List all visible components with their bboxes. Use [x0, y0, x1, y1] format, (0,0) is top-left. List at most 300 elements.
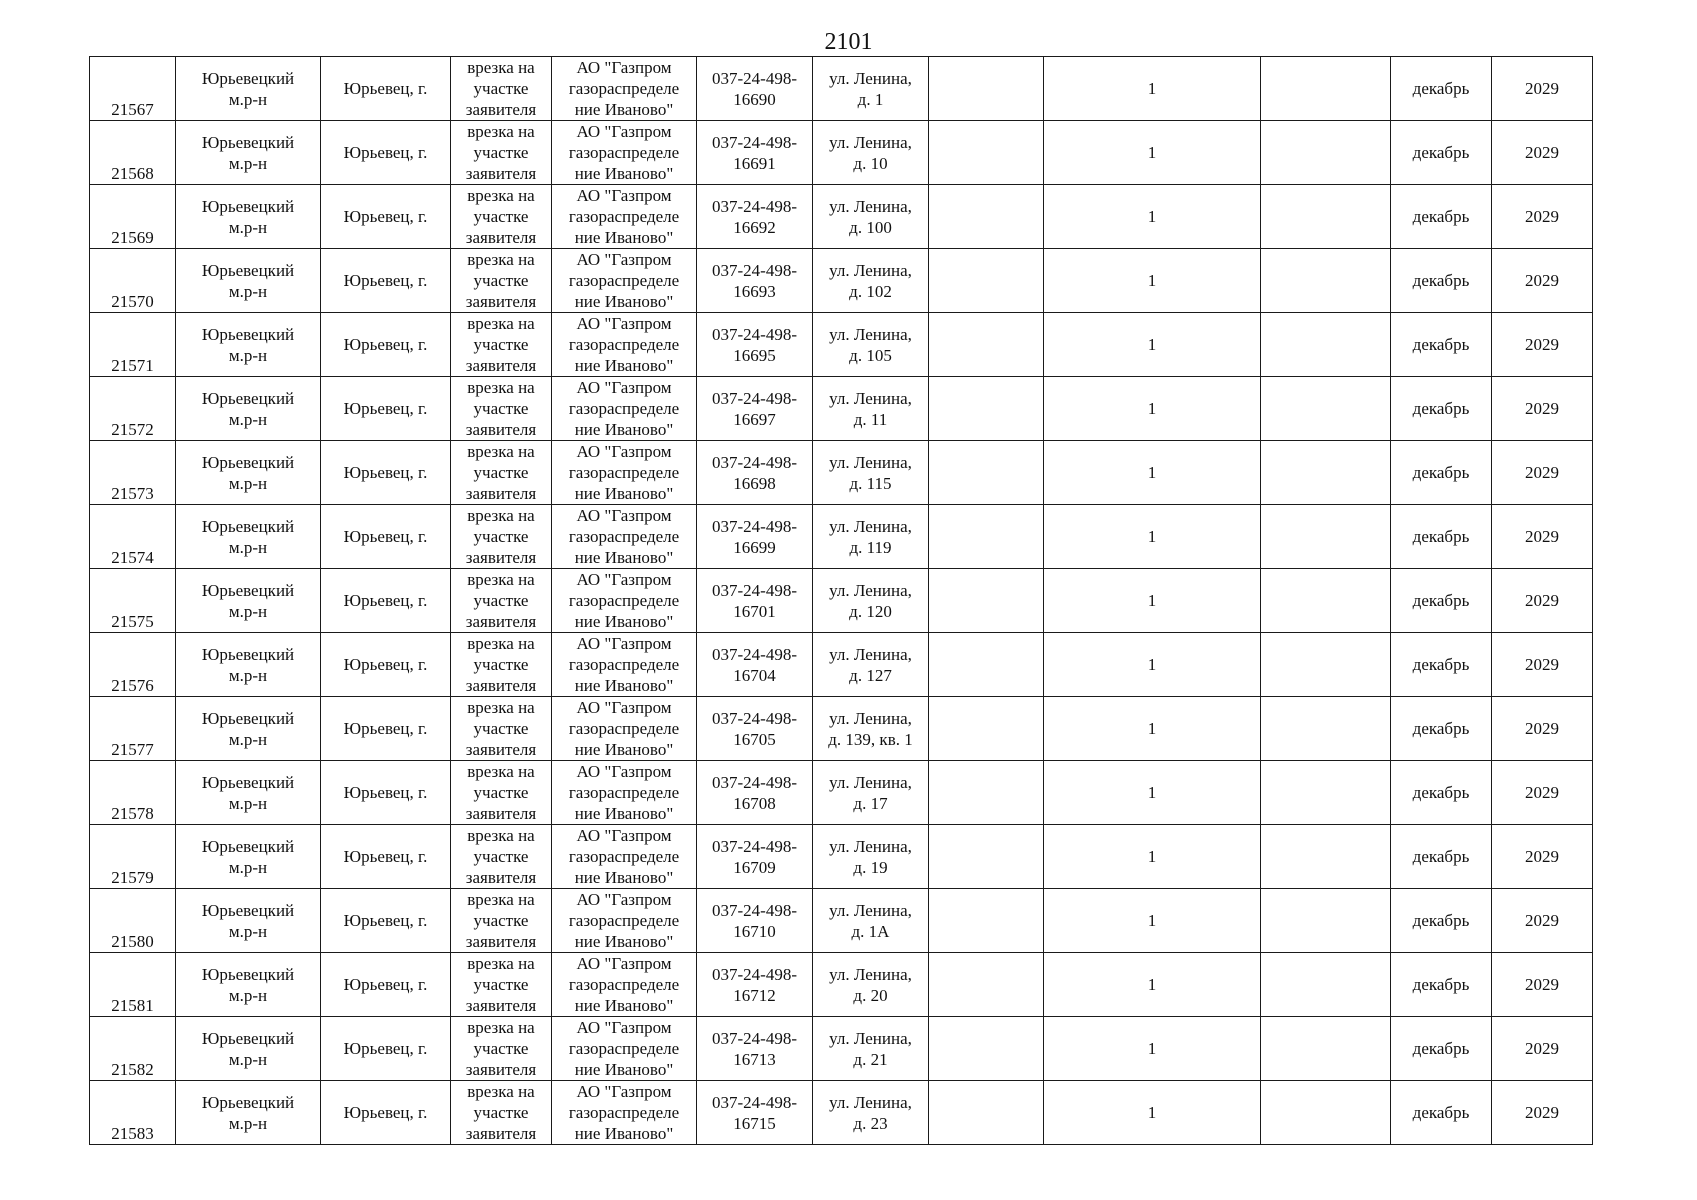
object-code-line: 16712 — [733, 985, 776, 1005]
month-cell — [1391, 441, 1492, 505]
year-text: 2029 — [1525, 335, 1559, 354]
month-text: декабрь — [1412, 719, 1470, 738]
address-line: д. 17 — [853, 793, 888, 813]
district-cell — [176, 825, 321, 889]
blank-cell — [1261, 441, 1391, 505]
year-cell — [1492, 889, 1593, 953]
settlement-text: Юрьевец, г. — [343, 527, 428, 546]
address-line: д. 102 — [849, 281, 892, 301]
organization-line: ние Иваново" — [574, 932, 674, 951]
connection-type-cell — [451, 569, 552, 633]
organization-cell — [552, 313, 697, 377]
district-cell — [176, 569, 321, 633]
object-code-cell — [697, 761, 813, 825]
address-line: ул. Ленина, — [829, 900, 912, 920]
year-cell — [1492, 1081, 1593, 1145]
month-cell — [1391, 569, 1492, 633]
connection-type-line: заявителя — [465, 356, 537, 375]
object-code-line: 037-24-498- — [712, 196, 797, 216]
district-line: м.р-н — [228, 793, 268, 813]
month-text: декабрь — [1412, 655, 1470, 674]
row-number-cell — [90, 697, 176, 761]
year-cell — [1492, 825, 1593, 889]
connection-type-line: заявителя — [465, 164, 537, 183]
connection-type-line: участке — [473, 847, 529, 866]
organization-line: АО "Газпром — [576, 506, 672, 525]
object-code-line: 037-24-498- — [712, 68, 797, 88]
month-cell — [1391, 1017, 1492, 1081]
object-code-cell — [697, 505, 813, 569]
year-cell — [1492, 249, 1593, 313]
organization-line: АО "Газпром — [576, 250, 672, 269]
organization-line: АО "Газпром — [576, 1082, 672, 1101]
connection-type-line: участке — [473, 335, 529, 354]
organization-line: ние Иваново" — [574, 740, 674, 759]
object-code-line: 16698 — [733, 473, 776, 493]
connection-type-line: врезка на — [467, 186, 535, 205]
address-line: д. 127 — [849, 665, 892, 685]
object-code-line: 037-24-498- — [712, 452, 797, 472]
row-number-text: 21580 — [111, 932, 154, 951]
row-number-cell — [90, 505, 176, 569]
object-code-cell — [697, 249, 813, 313]
row-number-text: 21579 — [111, 868, 154, 887]
blank-cell — [1261, 377, 1391, 441]
organization-line: АО "Газпром — [576, 314, 672, 333]
month-text: декабрь — [1412, 335, 1470, 354]
row-number-cell — [90, 249, 176, 313]
district-cell — [176, 249, 321, 313]
quantity-cell — [1044, 57, 1261, 121]
year-text: 2029 — [1525, 143, 1559, 162]
connection-type-cell — [451, 377, 552, 441]
blank-cell — [1261, 249, 1391, 313]
district-cell — [176, 377, 321, 441]
row-number-text: 21574 — [111, 548, 154, 567]
organization-line: ние Иваново" — [574, 100, 674, 119]
organization-line: АО "Газпром — [576, 378, 672, 397]
connection-type-line: врезка на — [467, 570, 535, 589]
year-cell — [1492, 1017, 1593, 1081]
organization-cell — [552, 1081, 697, 1145]
row-number-cell — [90, 633, 176, 697]
organization-cell — [552, 1017, 697, 1081]
object-code-line: 037-24-498- — [712, 516, 797, 536]
quantity-text: 1 — [1147, 207, 1157, 226]
object-code-line: 16697 — [733, 409, 776, 429]
settlement-text: Юрьевец, г. — [343, 1039, 428, 1058]
district-line: Юрьевецкий — [201, 900, 295, 920]
settlement-text: Юрьевец, г. — [343, 143, 428, 162]
object-code-cell — [697, 889, 813, 953]
connection-type-line: участке — [473, 911, 529, 930]
blank-cell — [1261, 953, 1391, 1017]
row-number-cell — [90, 121, 176, 185]
address-line: д. 21 — [853, 1049, 888, 1069]
table-row — [90, 761, 1593, 825]
organization-line: АО "Газпром — [576, 58, 672, 77]
object-code-line: 16699 — [733, 537, 776, 557]
organization-line: АО "Газпром — [576, 954, 672, 973]
organization-line: АО "Газпром — [576, 890, 672, 909]
year-text: 2029 — [1525, 591, 1559, 610]
address-line: д. 119 — [849, 537, 892, 557]
blank-cell — [929, 313, 1044, 377]
organization-line: газораспределе — [568, 399, 680, 418]
blank-cell — [929, 761, 1044, 825]
year-text: 2029 — [1525, 1039, 1559, 1058]
organization-line: АО "Газпром — [576, 122, 672, 141]
organization-line: ние Иваново" — [574, 420, 674, 439]
object-code-line: 037-24-498- — [712, 1028, 797, 1048]
connection-type-line: врезка на — [467, 506, 535, 525]
month-cell — [1391, 953, 1492, 1017]
organization-line: газораспределе — [568, 1039, 680, 1058]
connection-type-line: заявителя — [465, 804, 537, 823]
month-cell — [1391, 505, 1492, 569]
district-line: м.р-н — [228, 665, 268, 685]
district-line: Юрьевецкий — [201, 964, 295, 984]
address-cell — [813, 1081, 929, 1145]
organization-cell — [552, 505, 697, 569]
object-code-cell — [697, 953, 813, 1017]
year-text: 2029 — [1525, 271, 1559, 290]
settlement-cell — [321, 1017, 451, 1081]
organization-line: АО "Газпром — [576, 1018, 672, 1037]
object-code-cell — [697, 377, 813, 441]
connection-type-line: заявителя — [465, 1060, 537, 1079]
object-code-line: 16704 — [733, 665, 776, 685]
district-line: Юрьевецкий — [201, 132, 295, 152]
connection-type-line: участке — [473, 1039, 529, 1058]
address-line: ул. Ленина, — [829, 644, 912, 664]
address-cell — [813, 57, 929, 121]
object-code-cell — [697, 57, 813, 121]
connection-type-cell — [451, 121, 552, 185]
row-number-cell — [90, 1081, 176, 1145]
year-text: 2029 — [1525, 655, 1559, 674]
connection-type-cell — [451, 697, 552, 761]
settlement-text: Юрьевец, г. — [343, 335, 428, 354]
connection-type-line: участке — [473, 271, 529, 290]
quantity-text: 1 — [1147, 783, 1157, 802]
address-line: ул. Ленина, — [829, 580, 912, 600]
address-line: ул. Ленина, — [829, 836, 912, 856]
organization-cell — [552, 569, 697, 633]
table-row — [90, 313, 1593, 377]
address-line: д. 105 — [849, 345, 892, 365]
address-cell — [813, 377, 929, 441]
object-code-line: 16710 — [733, 921, 776, 941]
address-line: ул. Ленина, — [829, 324, 912, 344]
district-cell — [176, 1017, 321, 1081]
organization-line: газораспределе — [568, 975, 680, 994]
district-line: м.р-н — [228, 1113, 268, 1133]
settlement-cell — [321, 505, 451, 569]
quantity-cell — [1044, 1081, 1261, 1145]
quantity-text: 1 — [1147, 399, 1157, 418]
organization-cell — [552, 633, 697, 697]
address-line: д. 139, кв. 1 — [828, 729, 913, 749]
year-text: 2029 — [1525, 527, 1559, 546]
organization-cell — [552, 249, 697, 313]
settlement-text: Юрьевец, г. — [343, 847, 428, 866]
organization-line: газораспределе — [568, 463, 680, 482]
blank-cell — [929, 505, 1044, 569]
quantity-cell — [1044, 761, 1261, 825]
settlement-cell — [321, 121, 451, 185]
district-cell — [176, 889, 321, 953]
blank-cell — [929, 1017, 1044, 1081]
organization-line: АО "Газпром — [576, 698, 672, 717]
connection-type-line: врезка на — [467, 58, 535, 77]
address-line: д. 20 — [853, 985, 888, 1005]
district-cell — [176, 313, 321, 377]
object-code-cell — [697, 633, 813, 697]
row-number-text: 21578 — [111, 804, 154, 823]
quantity-text: 1 — [1147, 591, 1157, 610]
year-text: 2029 — [1525, 911, 1559, 930]
connection-type-line: участке — [473, 207, 529, 226]
blank-cell — [929, 377, 1044, 441]
address-line: ул. Ленина, — [829, 196, 912, 216]
address-line: ул. Ленина, — [829, 132, 912, 152]
organization-cell — [552, 441, 697, 505]
settlement-cell — [321, 1081, 451, 1145]
blank-cell — [1261, 761, 1391, 825]
district-cell — [176, 505, 321, 569]
organization-line: ние Иваново" — [574, 996, 674, 1015]
quantity-text: 1 — [1147, 911, 1157, 930]
organization-line: газораспределе — [568, 847, 680, 866]
settlement-cell — [321, 761, 451, 825]
organization-line: газораспределе — [568, 1103, 680, 1122]
address-cell — [813, 121, 929, 185]
month-text: декабрь — [1412, 911, 1470, 930]
row-number-text: 21571 — [111, 356, 154, 375]
connection-type-cell — [451, 313, 552, 377]
quantity-text: 1 — [1147, 527, 1157, 546]
year-cell — [1492, 57, 1593, 121]
object-code-line: 037-24-498- — [712, 260, 797, 280]
connection-type-line: врезка на — [467, 762, 535, 781]
district-line: Юрьевецкий — [201, 836, 295, 856]
quantity-text: 1 — [1147, 719, 1157, 738]
connection-type-cell — [451, 761, 552, 825]
row-number-text: 21573 — [111, 484, 154, 503]
month-text: декабрь — [1412, 591, 1470, 610]
settlement-cell — [321, 185, 451, 249]
connection-type-line: врезка на — [467, 442, 535, 461]
organization-cell — [552, 761, 697, 825]
row-number-text: 21572 — [111, 420, 154, 439]
year-text: 2029 — [1525, 463, 1559, 482]
connection-type-cell — [451, 1017, 552, 1081]
connection-type-line: врезка на — [467, 250, 535, 269]
district-line: Юрьевецкий — [201, 708, 295, 728]
table-row — [90, 889, 1593, 953]
address-line: ул. Ленина, — [829, 68, 912, 88]
organization-line: ние Иваново" — [574, 292, 674, 311]
connection-type-line: заявителя — [465, 484, 537, 503]
district-cell — [176, 953, 321, 1017]
row-number-text: 21567 — [111, 100, 154, 119]
quantity-cell — [1044, 569, 1261, 633]
district-line: Юрьевецкий — [201, 324, 295, 344]
address-line: ул. Ленина, — [829, 260, 912, 280]
object-code-line: 16695 — [733, 345, 776, 365]
connection-type-line: участке — [473, 1103, 529, 1122]
connection-type-cell — [451, 441, 552, 505]
blank-cell — [1261, 57, 1391, 121]
row-number-cell — [90, 441, 176, 505]
address-line: д. 11 — [853, 409, 888, 429]
year-cell — [1492, 633, 1593, 697]
quantity-text: 1 — [1147, 335, 1157, 354]
blank-cell — [1261, 889, 1391, 953]
blank-cell — [929, 569, 1044, 633]
organization-line: газораспределе — [568, 335, 680, 354]
blank-cell — [929, 441, 1044, 505]
connection-type-line: заявителя — [465, 420, 537, 439]
row-number-cell — [90, 569, 176, 633]
district-line: Юрьевецкий — [201, 516, 295, 536]
connection-type-cell — [451, 889, 552, 953]
address-cell — [813, 505, 929, 569]
month-cell — [1391, 313, 1492, 377]
connection-type-line: участке — [473, 399, 529, 418]
connection-type-line: участке — [473, 655, 529, 674]
district-line: м.р-н — [228, 153, 268, 173]
blank-cell — [1261, 1081, 1391, 1145]
month-text: декабрь — [1412, 783, 1470, 802]
object-code-line: 037-24-498- — [712, 388, 797, 408]
object-code-line: 16715 — [733, 1113, 776, 1133]
blank-cell — [929, 633, 1044, 697]
month-cell — [1391, 633, 1492, 697]
object-code-cell — [697, 697, 813, 761]
organization-line: ние Иваново" — [574, 228, 674, 247]
object-code-cell — [697, 121, 813, 185]
connection-type-line: участке — [473, 719, 529, 738]
object-code-cell — [697, 569, 813, 633]
blank-cell — [1261, 825, 1391, 889]
connection-type-cell — [451, 825, 552, 889]
year-cell — [1492, 185, 1593, 249]
address-line: д. 100 — [849, 217, 892, 237]
quantity-cell — [1044, 313, 1261, 377]
blank-cell — [929, 825, 1044, 889]
connection-type-line: участке — [473, 591, 529, 610]
quantity-cell — [1044, 185, 1261, 249]
district-line: м.р-н — [228, 1049, 268, 1069]
district-line: м.р-н — [228, 89, 268, 109]
organization-line: газораспределе — [568, 143, 680, 162]
connection-type-line: заявителя — [465, 292, 537, 311]
organization-line: ние Иваново" — [574, 356, 674, 375]
district-line: Юрьевецкий — [201, 1028, 295, 1048]
blank-cell — [1261, 313, 1391, 377]
object-code-line: 16705 — [733, 729, 776, 749]
quantity-text: 1 — [1147, 463, 1157, 482]
connection-type-line: врезка на — [467, 954, 535, 973]
table-row — [90, 953, 1593, 1017]
quantity-cell — [1044, 1017, 1261, 1081]
object-code-line: 16693 — [733, 281, 776, 301]
blank-cell — [929, 889, 1044, 953]
address-cell — [813, 1017, 929, 1081]
row-number-cell — [90, 761, 176, 825]
object-code-cell — [697, 825, 813, 889]
settlement-cell — [321, 889, 451, 953]
organization-cell — [552, 825, 697, 889]
address-cell — [813, 185, 929, 249]
organization-line: газораспределе — [568, 79, 680, 98]
row-number-text: 21581 — [111, 996, 154, 1015]
connection-type-line: заявителя — [465, 612, 537, 631]
connection-type-line: участке — [473, 975, 529, 994]
object-code-line: 16691 — [733, 153, 776, 173]
connection-type-cell — [451, 57, 552, 121]
address-cell — [813, 569, 929, 633]
connection-type-line: врезка на — [467, 1082, 535, 1101]
address-line: ул. Ленина, — [829, 1092, 912, 1112]
district-line: Юрьевецкий — [201, 452, 295, 472]
settlement-text: Юрьевец, г. — [343, 1103, 428, 1122]
object-code-line: 037-24-498- — [712, 708, 797, 728]
address-cell — [813, 313, 929, 377]
organization-line: АО "Газпром — [576, 442, 672, 461]
row-number-cell — [90, 889, 176, 953]
address-line: д. 120 — [849, 601, 892, 621]
district-line: Юрьевецкий — [201, 68, 295, 88]
organization-line: АО "Газпром — [576, 634, 672, 653]
address-line: д. 19 — [853, 857, 888, 877]
address-line: ул. Ленина, — [829, 772, 912, 792]
row-number-text: 21569 — [111, 228, 154, 247]
address-cell — [813, 633, 929, 697]
row-number-cell — [90, 57, 176, 121]
organization-cell — [552, 377, 697, 441]
year-text: 2029 — [1525, 1103, 1559, 1122]
blank-cell — [1261, 569, 1391, 633]
object-code-cell — [697, 313, 813, 377]
settlement-cell — [321, 377, 451, 441]
connection-type-cell — [451, 185, 552, 249]
address-line: д. 1 — [857, 89, 884, 109]
organization-line: газораспределе — [568, 271, 680, 290]
year-text: 2029 — [1525, 399, 1559, 418]
blank-cell — [1261, 505, 1391, 569]
connection-type-line: заявителя — [465, 1124, 537, 1143]
object-code-cell — [697, 441, 813, 505]
district-line: м.р-н — [228, 857, 268, 877]
settlement-cell — [321, 697, 451, 761]
blank-cell — [929, 953, 1044, 1017]
organization-line: газораспределе — [568, 719, 680, 738]
connection-type-cell — [451, 1081, 552, 1145]
district-line: Юрьевецкий — [201, 196, 295, 216]
object-code-cell — [697, 1017, 813, 1081]
settlement-cell — [321, 249, 451, 313]
quantity-text: 1 — [1147, 847, 1157, 866]
quantity-cell — [1044, 889, 1261, 953]
quantity-text: 1 — [1147, 655, 1157, 674]
table-row — [90, 441, 1593, 505]
row-number-cell — [90, 1017, 176, 1081]
connection-type-line: заявителя — [465, 228, 537, 247]
connection-type-cell — [451, 633, 552, 697]
